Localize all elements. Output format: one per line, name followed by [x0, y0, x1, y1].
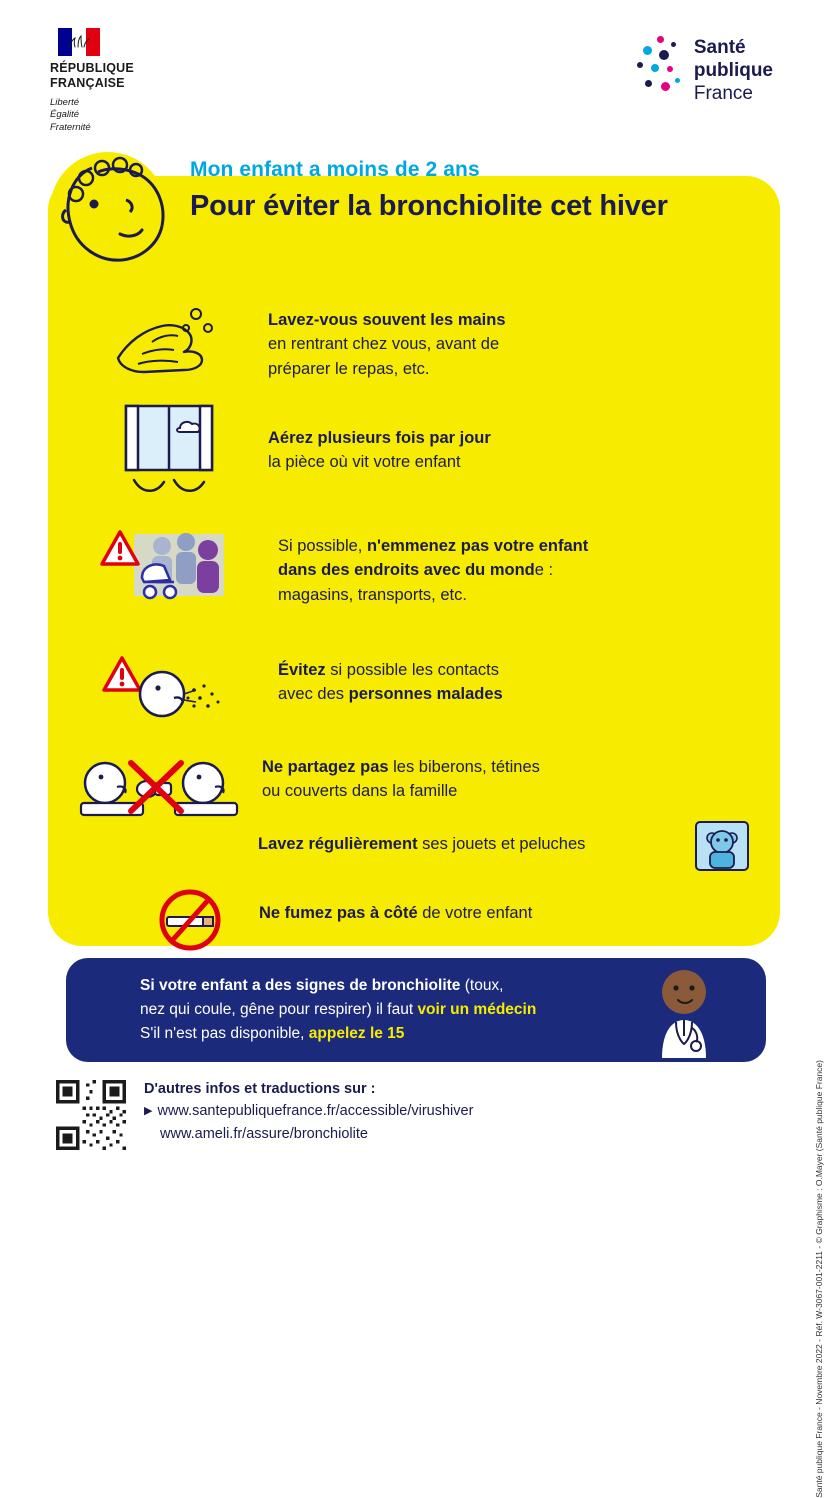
advice-1-rest1: en rentrant chez vous, avant de [268, 335, 500, 354]
page-title: Pour éviter la bronchiolite cet hiver [190, 190, 668, 222]
motto-fraternite: Fraternité [50, 122, 91, 134]
header [0, 0, 828, 140]
footer-lead: D'autres infos et traductions sur : [144, 1081, 376, 1097]
arrow-icon: ▶ [144, 1105, 153, 1118]
advice-text-6 [258, 832, 728, 856]
motto-egalite: Égalité [50, 109, 80, 121]
title-block [190, 158, 790, 223]
spf-line2: publique [693, 60, 773, 82]
advice-row-avoid-sick [100, 650, 728, 735]
advice-1-rest2: préparer le repas, etc. [268, 359, 430, 378]
advice-1-bold: Lavez-vous souvent les mains [268, 311, 506, 329]
advice-text-7 [259, 901, 729, 925]
callout-line2-highlight: voir un médecin [417, 1001, 537, 1019]
callout-line3-pre: S'il n'est pas disponible, [140, 1025, 309, 1043]
crowd-warning-icon [100, 522, 230, 617]
republique-francaise-logo [50, 28, 200, 135]
callout-line3-highlight: appelez le 15 [308, 1025, 405, 1043]
motto-liberte: Liberté [50, 96, 80, 108]
advice-row-air-room [108, 400, 698, 505]
spf-dots-icon [637, 36, 685, 98]
advice-text-1 [268, 308, 698, 381]
advice-text-2 [268, 426, 698, 475]
wash-toys-icon [692, 816, 752, 879]
advice-3-pre: Si possible, [278, 537, 367, 555]
advice-3-bold: n'emmenez pas votre enfant [366, 537, 589, 555]
advice-4-inline: si possible les contacts [325, 661, 500, 679]
spf-line3: France [693, 83, 753, 105]
spf-wordmark [694, 36, 773, 106]
advice-4-rest1: avec des [278, 685, 349, 704]
callout-text [140, 974, 660, 1046]
advice-5-inline: les biberons, tétines [388, 758, 540, 776]
advice-4-bold2: personnes malades [348, 685, 503, 704]
advice-5-bold: Ne partagez pas [262, 758, 389, 776]
no-sharing-bottle-icon [75, 745, 240, 830]
advice-text-5 [262, 755, 712, 804]
advice-3-rest1: magasins, transports, etc. [278, 585, 467, 604]
kicker-text: Mon enfant a moins de 2 ans [190, 158, 480, 181]
no-smoking-icon [155, 885, 225, 960]
republic-line1: RÉPUBLIQUE [50, 61, 134, 75]
advice-6-inline: ses jouets et peluches [417, 835, 586, 853]
advice-text-4 [278, 658, 728, 707]
advice-4-bold: Évitez [278, 661, 326, 679]
baby-head-illustration [46, 148, 186, 278]
sante-publique-france-logo [637, 36, 773, 106]
advice-5-rest1: ou couverts dans la famille [262, 782, 458, 801]
advice-row-wash-toys [258, 832, 728, 856]
advice-row-wash-hands [108, 302, 698, 387]
qr-code[interactable] [56, 1080, 126, 1150]
sick-person-warning-icon [100, 650, 230, 735]
advice-6-bold: Lavez régulièrement [258, 835, 418, 853]
french-flag-icon [58, 28, 100, 56]
footer-link-1-row[interactable] [144, 1100, 473, 1122]
open-window-icon [108, 400, 228, 505]
washing-hands-icon [108, 302, 228, 387]
callout-line2-pre: nez qui coule, gêne pour respirer) il faut [140, 1001, 418, 1019]
advice-2-bold: Aérez plusieurs fois par jour [268, 429, 491, 447]
advice-7-inline: de votre enfant [417, 904, 533, 922]
credit-text: Santé publique France - Novembre 2022 - Réf. W-3067-001-2211 - © Graphisme : O.Mayer (Santé publique France) [814, 1060, 824, 1498]
callout-box [66, 958, 766, 1062]
republic-line2: FRANÇAISE [50, 76, 125, 91]
advice-7-bold: Ne fumez pas à côté [259, 904, 418, 922]
advice-row-no-sharing [75, 745, 712, 830]
republic-title [50, 61, 200, 92]
callout-line1-bold: Si votre enfant a des signes de bronchiolite [140, 977, 461, 994]
footer-link-1[interactable]: www.santepubliquefrance.fr/accessible/virushiver [157, 1103, 474, 1120]
footer-link-2[interactable]: www.ameli.fr/assure/bronchiolite [160, 1125, 368, 1142]
doctor-illustration [636, 966, 732, 1058]
advice-3-bold2: dans des endroits avec du mond [278, 561, 535, 580]
advice-row-no-smoking [155, 885, 729, 960]
spf-line1: Santé [693, 37, 746, 58]
advice-text-3 [278, 534, 728, 607]
advice-2-rest1: la pièce où vit votre enfant [268, 453, 461, 472]
footer-link-2-row[interactable] [144, 1123, 473, 1145]
republic-motto [50, 97, 200, 135]
advice-3-tail: e : [534, 561, 554, 580]
callout-line1-rest: (toux, [460, 977, 504, 994]
footer-text [144, 1078, 473, 1145]
advice-row-avoid-crowds [100, 522, 728, 617]
